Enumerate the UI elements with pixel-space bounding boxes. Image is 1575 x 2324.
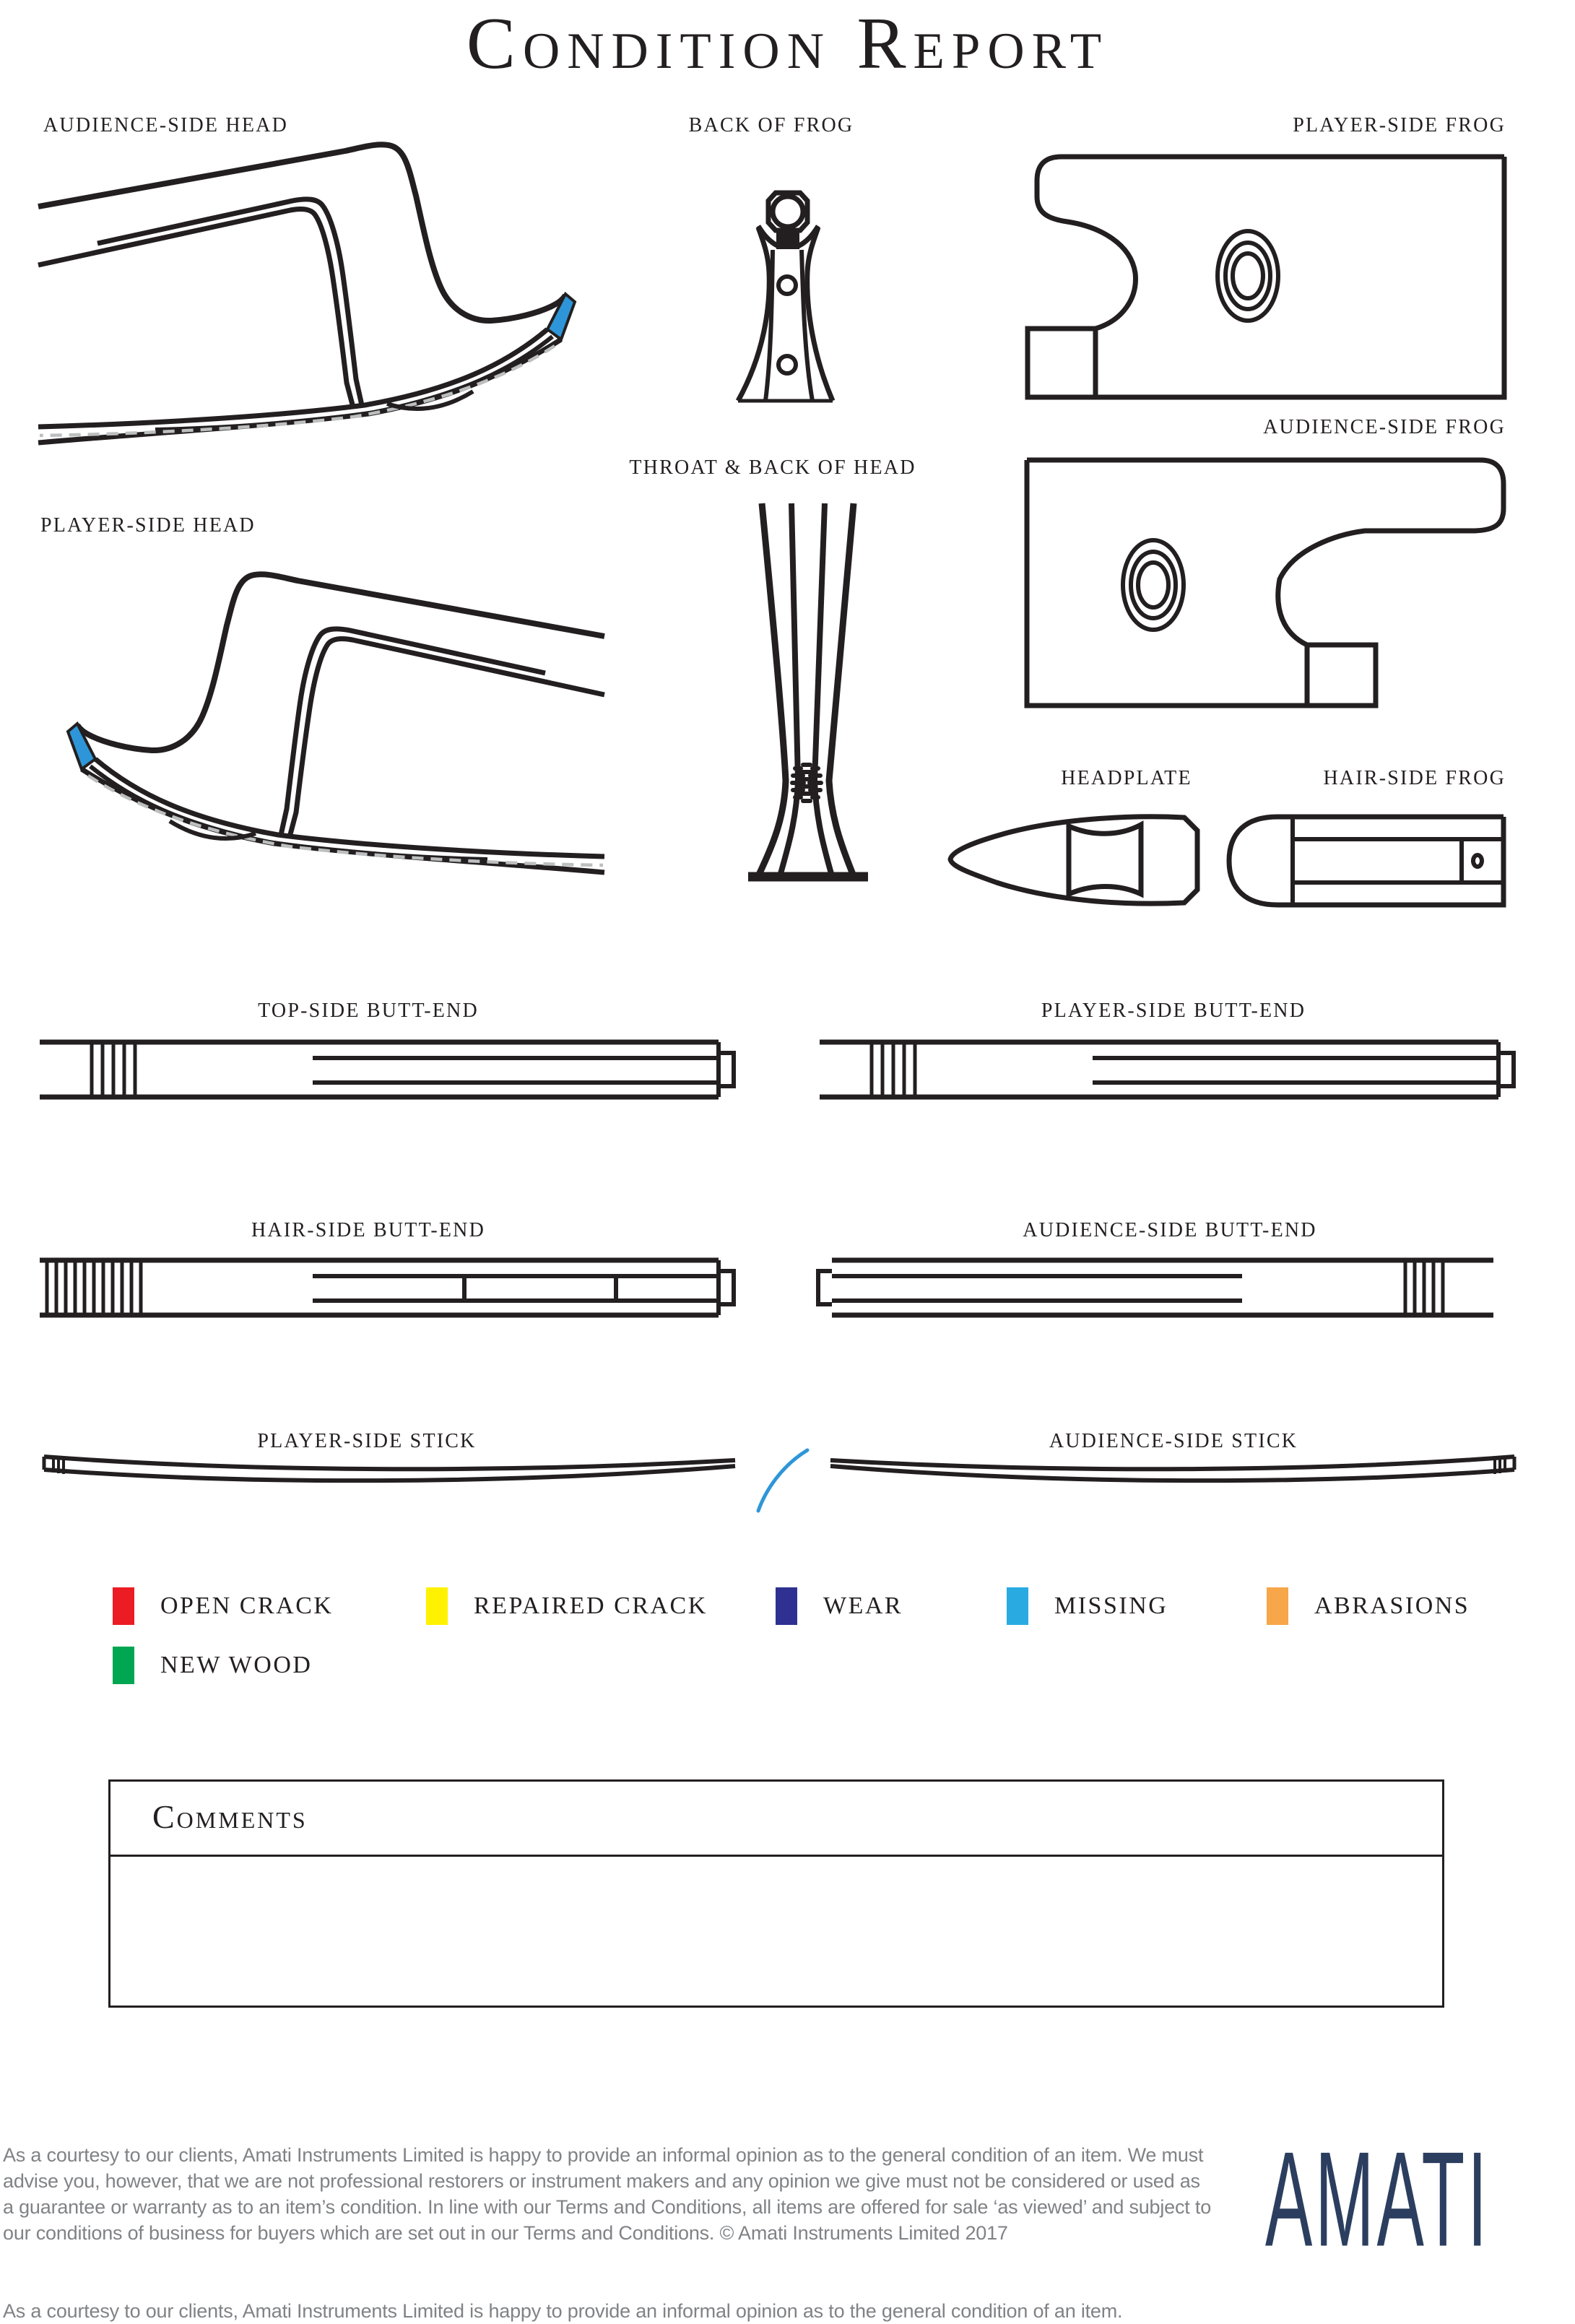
legend-label-missing: MISSING — [1054, 1592, 1168, 1619]
legend-swatch-open-crack — [113, 1587, 134, 1625]
winding-hatch — [92, 1042, 135, 1097]
legend-item-abrasions — [1267, 1587, 1470, 1625]
legend-swatch-wear — [776, 1587, 797, 1625]
audience-side-frog-diagram — [1025, 455, 1506, 715]
label-hair-side-frog: HAIR-SIDE FROG — [1323, 767, 1506, 789]
legend-swatch-abrasions — [1267, 1587, 1288, 1625]
label-hair-side-butt-end: HAIR-SIDE BUTT-END — [251, 1219, 485, 1241]
page-title: Condition Report — [466, 3, 1109, 84]
comments-divider — [110, 1855, 1442, 1857]
player-side-butt-end-diagram — [820, 1039, 1517, 1101]
hair-side-frog-diagram — [1223, 813, 1506, 909]
footer-line: As a courtesy to our clients, Amati Instruments Limited is happy to provide an informal opinion as to the general condition of an item. We must — [3, 2144, 1204, 2166]
legend-label-abrasions: ABRASIONS — [1314, 1592, 1470, 1619]
footer-line: a guarantee or warranty as to an item’s condition. In line with our Terms and Conditions, all items are offered for sale ‘as viewed’ and subject to — [3, 2196, 1212, 2218]
back-of-frog-diagram — [731, 189, 836, 406]
label-headplate: HEADPLATE — [1061, 767, 1192, 789]
legend-swatch-missing — [1007, 1587, 1028, 1625]
hair-side-butt-end-diagram — [40, 1257, 737, 1319]
legend-swatch-new-wood — [113, 1647, 134, 1684]
label-back-of-frog: BACK OF FROG — [688, 114, 854, 136]
label-top-side-butt-end: TOP-SIDE BUTT-END — [258, 1000, 479, 1022]
label-player-side-head: PLAYER-SIDE HEAD — [40, 514, 256, 537]
audience-side-stick-diagram — [829, 1452, 1517, 1485]
label-audience-side-butt-end: AUDIENCE-SIDE BUTT-END — [1023, 1219, 1317, 1241]
label-audience-side-frog: AUDIENCE-SIDE FROG — [1263, 416, 1506, 438]
missing-mark-stick — [748, 1446, 813, 1512]
legend-item-repaired-crack — [426, 1587, 708, 1625]
footer-clipped-line: As a courtesy to our clients, Amati Instruments Limited is happy to provide an informal opinion as to the general condition of an item. — [3, 2300, 1123, 2322]
throat-back-of-head-diagram — [729, 500, 888, 882]
legend-item-missing — [1007, 1587, 1168, 1625]
audience-side-head-diagram — [36, 141, 578, 451]
legend-swatch-repaired-crack — [426, 1587, 448, 1625]
label-player-side-frog: PLAYER-SIDE FROG — [1293, 114, 1506, 136]
label-player-side-butt-end: PLAYER-SIDE BUTT-END — [1041, 1000, 1306, 1022]
player-side-head-diagram — [0, 571, 607, 881]
winding-hatch — [872, 1042, 915, 1097]
throat-hatch-marks — [790, 763, 823, 803]
legend-label-wear: WEAR — [823, 1592, 903, 1619]
legend-item-wear — [776, 1587, 903, 1625]
legend-label-repaired-crack: REPAIRED CRACK — [474, 1592, 708, 1619]
label-audience-side-stick: AUDIENCE-SIDE STICK — [1049, 1430, 1298, 1452]
player-side-stick-diagram — [42, 1452, 739, 1485]
audience-side-butt-end-diagram — [816, 1257, 1517, 1319]
label-audience-side-head: AUDIENCE-SIDE HEAD — [43, 114, 289, 136]
footer-line: our conditions of business for buyers which are set out in our Terms and Conditions. © Amati Instruments Limited 2017 — [3, 2222, 1008, 2244]
footer-line: advise you, however, that we are not professional restorers or instrument makers and any opinion we give must not be considered or used as — [3, 2170, 1200, 2192]
player-side-frog-diagram — [1025, 152, 1506, 401]
footer-disclaimer — [3, 2142, 1231, 2246]
winding-hatch — [1405, 1260, 1443, 1315]
comments-box — [108, 1779, 1444, 2008]
top-side-butt-end-diagram — [40, 1039, 737, 1101]
amati-logo: AMATI — [1265, 2123, 1491, 2275]
legend-label-open-crack: OPEN CRACK — [160, 1592, 334, 1619]
label-player-side-stick: PLAYER-SIDE STICK — [257, 1430, 477, 1452]
comments-title: Comments — [152, 1798, 308, 1835]
legend-item-open-crack — [113, 1587, 333, 1625]
label-throat-back-of-head: THROAT & BACK OF HEAD — [629, 456, 916, 479]
headplate-diagram — [946, 813, 1200, 909]
legend-label-new-wood: NEW WOOD — [160, 1652, 313, 1678]
winding-hatch-dense — [47, 1260, 141, 1315]
legend-item-new-wood — [113, 1647, 312, 1684]
